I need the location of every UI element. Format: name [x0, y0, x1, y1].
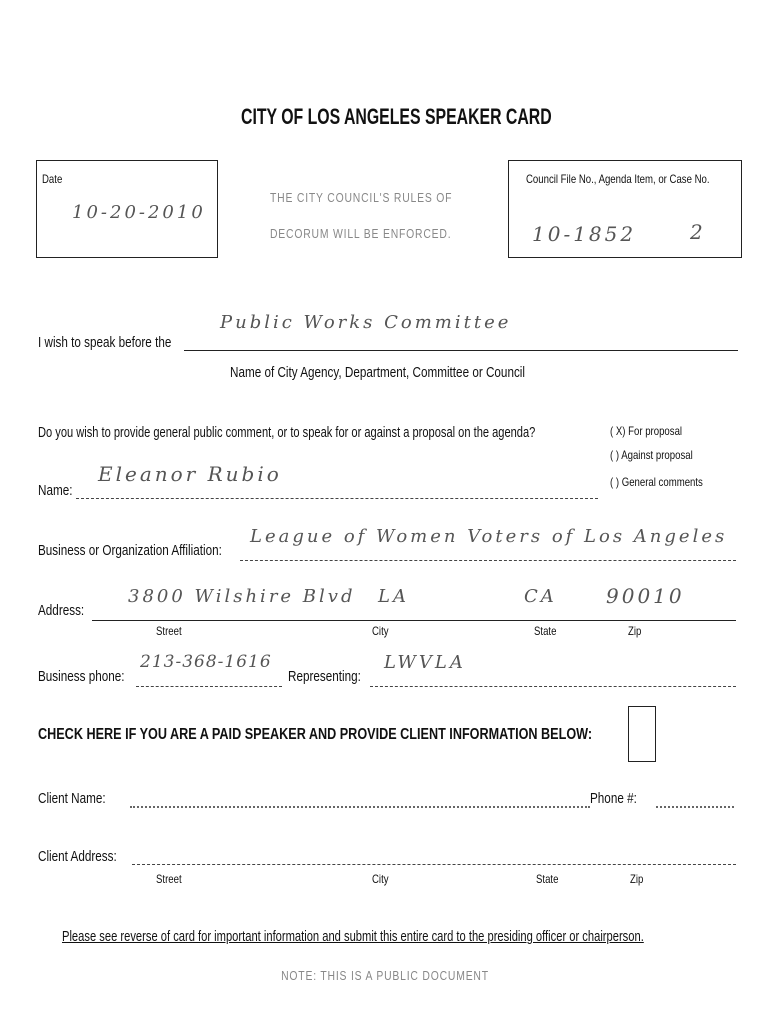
speak-before-label: I wish to speak before the [38, 334, 172, 351]
name-label: Name: [38, 482, 73, 499]
paid-speaker-label: CHECK HERE IF YOU ARE A PAID SPEAKER AND PROVIDE CLIENT INFORMATION BELOW: [38, 726, 593, 743]
option-label: General comments [621, 475, 703, 489]
client-phone-line [656, 806, 734, 808]
decorum-notice-line2: DECORUM WILL BE ENFORCED. [270, 226, 452, 241]
paid-speaker-checkbox[interactable] [628, 706, 656, 762]
address-state[interactable]: CA [524, 586, 557, 607]
client-phone-label: Phone #: [590, 790, 637, 807]
page-title: CITY OF LOS ANGELES SPEAKER CARD [241, 104, 552, 129]
option-mark: ( ) [610, 475, 620, 489]
client-caption-city: City [372, 872, 389, 886]
public-document-note: NOTE: THIS IS A PUBLIC DOCUMENT [281, 968, 489, 983]
affiliation-line [240, 560, 736, 561]
council-file-label: Council File No., Agenda Item, or Case No. [526, 172, 710, 186]
option-label: Against proposal [621, 448, 693, 462]
date-label: Date [42, 172, 63, 186]
address-caption-zip: Zip [628, 624, 642, 638]
address-caption-street: Street [156, 624, 182, 638]
client-name-line [130, 806, 590, 808]
speak-before-value[interactable]: Public Works Committee [220, 312, 512, 333]
address-street[interactable]: 3800 Wilshire Blvd [128, 586, 356, 607]
phone-value[interactable]: 213-368-1616 [140, 652, 272, 672]
option-mark: ( ) [610, 448, 620, 462]
decorum-notice-line1: THE CITY COUNCIL'S RULES OF [270, 190, 453, 205]
address-zip[interactable]: 90010 [606, 584, 685, 608]
name-line [76, 498, 598, 499]
representing-value[interactable]: LWVLA [384, 652, 466, 673]
speak-before-line [184, 350, 738, 351]
phone-line [136, 686, 282, 687]
option-for-proposal[interactable] [610, 424, 682, 438]
client-caption-state: State [536, 872, 559, 886]
address-city[interactable]: LA [378, 586, 409, 607]
option-against-proposal[interactable] [610, 448, 693, 462]
council-file-item[interactable]: 2 [690, 220, 706, 244]
option-general-comments[interactable] [610, 475, 703, 489]
affiliation-label: Business or Organization Affiliation: [38, 542, 222, 559]
option-mark: ( X) [610, 424, 626, 438]
footer-instruction: Please see reverse of card for important information and submit this entire card to the presiding officer or chairperson. [62, 928, 644, 945]
council-file-value[interactable]: 10-1852 [532, 222, 637, 246]
address-caption-state: State [534, 624, 557, 638]
date-value[interactable]: 10-20-2010 [72, 202, 206, 223]
client-caption-street: Street [156, 872, 182, 886]
speak-before-caption: Name of City Agency, Department, Committee or Council [230, 364, 525, 381]
client-address-line [132, 864, 736, 865]
name-value[interactable]: Eleanor Rubio [98, 462, 282, 486]
address-caption-city: City [372, 624, 389, 638]
address-label: Address: [38, 602, 85, 619]
option-label: For proposal [628, 424, 683, 438]
phone-label: Business phone: [38, 668, 125, 685]
client-address-label: Client Address: [38, 848, 117, 865]
affiliation-value[interactable]: League of Women Voters of Los Angeles [250, 526, 728, 547]
comment-question: Do you wish to provide general public comment, or to speak for or against a proposal on the agenda? [38, 424, 536, 441]
address-line [92, 620, 736, 621]
client-caption-zip: Zip [630, 872, 644, 886]
representing-line [370, 686, 736, 687]
client-name-label: Client Name: [38, 790, 106, 807]
representing-label: Representing: [288, 668, 361, 685]
